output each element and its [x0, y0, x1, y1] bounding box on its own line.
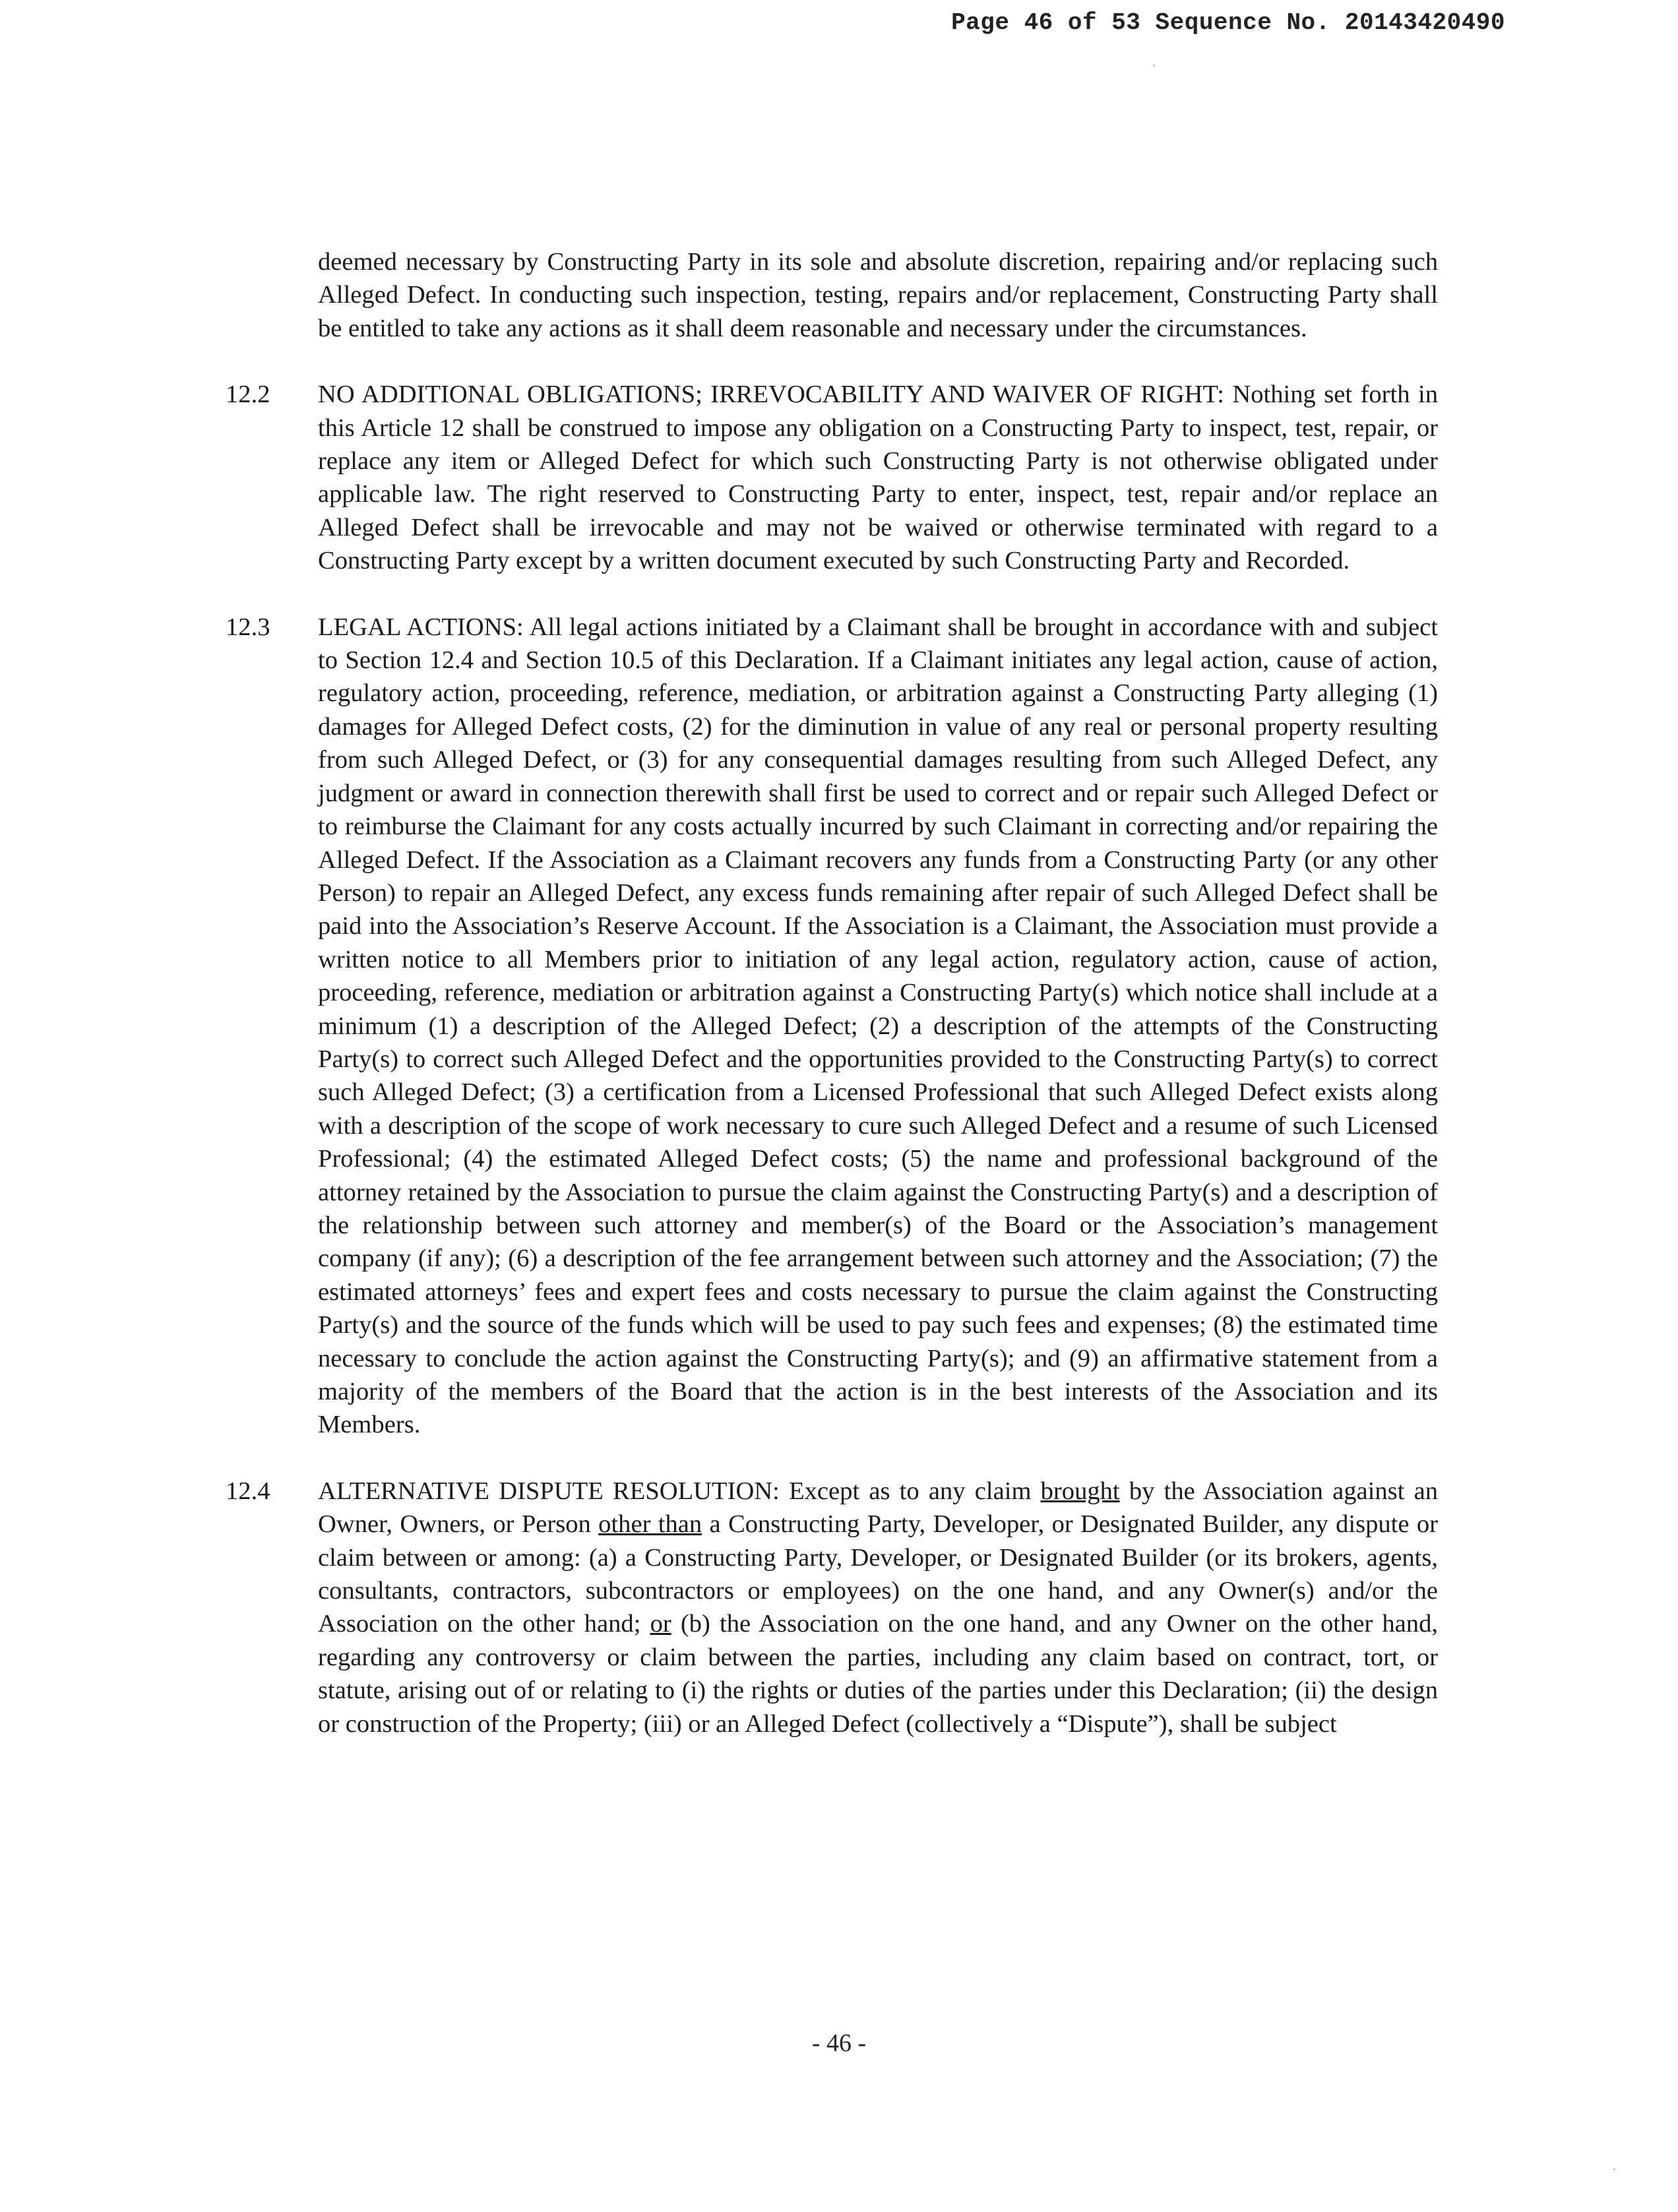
scan-speck — [1153, 65, 1155, 67]
scan-speck — [1613, 2168, 1615, 2170]
underlined-word-brought: brought — [1040, 1477, 1120, 1505]
section-text — [318, 1475, 1438, 1740]
document-body — [226, 245, 1438, 1740]
section-text: NO ADDITIONAL OBLIGATIONS; IRREVOCABILITY AND WAIVER OF RIGHT: Nothing set forth in this Article 12 shall be construed to impose any obligation on a Constructing Party to inspect, test, repair, or replace any item or Alleged Defect for which such Constructing Party is not otherwise obligated under applicable law. The right reserved to Constructing Party to enter, inspect, test, repair and/or replace an Alleged Defect shall be irrevocable and may not be waived or otherwise terminated with regard to a Constructing Party except by a written document executed by such Constructing Party and Recorded. — [318, 381, 1438, 575]
section-number: 12.3 — [226, 613, 270, 641]
section-text-lead: ALTERNATIVE DISPUTE RESOLUTION: Except as to any claim — [318, 1477, 1041, 1505]
section-12-2 — [226, 378, 1438, 577]
section-text-middle: by the Association against an Owner, Owners, or Person — [318, 1477, 1438, 1539]
section-text: LEGAL ACTIONS: All legal actions initiated by a Claimant shall be brought in accordance with and subject to Section 12.4 and Section 10.5 of this Declaration. If a Claimant initiates any legal action, cause of action, regulatory action, proceeding, reference, mediation, or arbitration against a Constructing Party alleging (1) damages for Alleged Defect costs, (2) for the diminution in value of any real or personal property resulting from such Alleged Defect, or (3) for any consequential damages resulting from such Alleged Defect, any judgment or award in connection therewith shall first be used to correct and or repair such Alleged Defect or to reimburse the Claimant for any costs actually incurred by such Claimant in correcting and/or repairing the Alleged Defect. If the Association as a Claimant recovers any funds from a Constructing Party (or any other Person) to repair an Alleged Defect, any excess funds remaining after repair of such Alleged Defect shall be paid into the Association’s Reserve Account. If the Association is a Claimant, the Association must provide a written notice to all Members prior to initiation of any legal action, regulatory action, cause of action, proceeding, reference, mediation or arbitration against a Constructing Party(s) which notice shall include at a minimum (1) a description of the Alleged Defect; (2) a description of the attempts of the Constructing Party(s) to correct such Alleged Defect and the opportunities provided to the Constructing Party(s) to correct such Alleged Defect; (3) a certification from a Licensed Professional that such Alleged Defect exists along with a description of the scope of work necessary to cure such Alleged Defect and a resume of such Licensed Professional; (4) the estimated Alleged Defect costs; (5) the name and professional background of the attorney retained by the Association to pursue the claim against the Constructing Party(s) and a description of the relationship between such attorney and member(s) of the Board or the Association’s management company (if any); (6) a description of the fee arrangement between such attorney and the Association; (7) the estimated attorneys’ fees and expert fees and costs necessary to pursue the claim against the Constructing Party(s) and the source of the funds which will be used to pay such fees and expenses; (8) the estimated time necessary to conclude the action against the Constructing Party(s); and (9) an affirmative statement from a majority of the members of the Board that the action is in the best interests of the Association and its Members. — [318, 613, 1438, 1439]
page-number: - 46 - — [811, 2029, 867, 2057]
section-text-tail: (b) the Association on the one hand, and any Owner on the other hand, regarding any controversy or claim between the parties, including any claim based on contract, tort, or statute, arising out of or relating to (i) the rights or duties of the parties under this Declaration; (ii) the design or construction of the Property; (iii) or an Alleged Defect (collectively a “Dispute”), shall be subject — [318, 1610, 1438, 1738]
section-number: 12.4 — [226, 1477, 270, 1505]
page-sequence-stamp: Page 46 of 53 Sequence No. 20143420490 — [951, 9, 1505, 36]
underlined-word-or: or — [650, 1610, 671, 1638]
section-12-3 — [226, 611, 1438, 1442]
section-12-4 — [226, 1475, 1438, 1740]
continuation-paragraph: deemed necessary by Constructing Party in its sole and absolute discretion, repairing and/or replacing such Alleged Defect. In conducting such inspection, testing, repairs and/or replacement, Constructing Party shall be entitled to take any actions as it shall deem reasonable and necessary under the circumstances. — [318, 248, 1438, 342]
underlined-phrase-other-than: other than — [598, 1510, 702, 1539]
section-text-middle-2: a Constructing Party, Developer, or Designated Builder, any dispute or claim between or among: (a) a Constructing Party, Developer, or Designated Builder (or its brokers, agents, consultants, contractors, subcontractors or employees) on the one hand, and any Owner(s) and/or the Association on the other hand; — [318, 1510, 1438, 1638]
section-number: 12.2 — [226, 381, 270, 409]
